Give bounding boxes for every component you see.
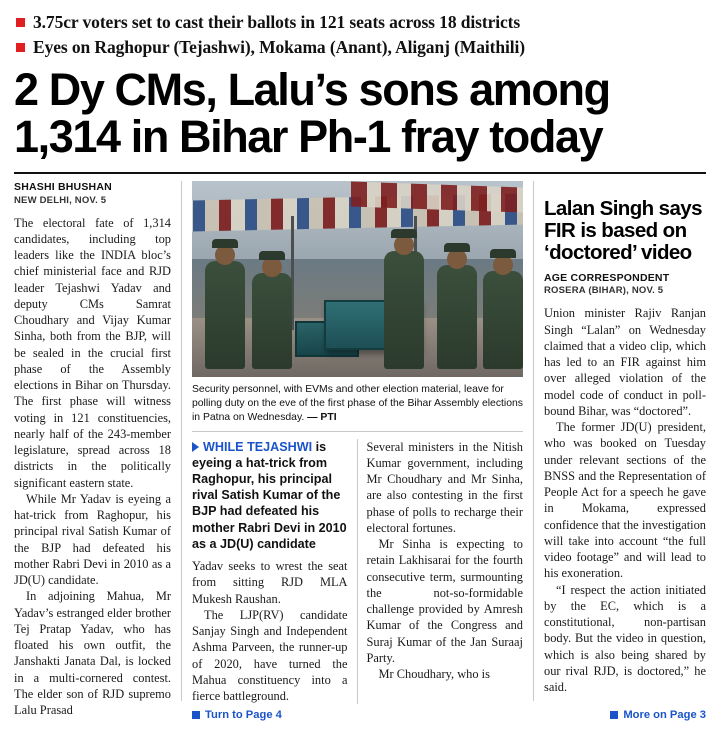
- byline-author: SHASHI BHUSHAN: [14, 181, 112, 194]
- jump-link-label: Turn to Page 4: [205, 709, 282, 721]
- column-photo-and-text: [182, 181, 534, 704]
- paragraph: Mr Choudhary, who is: [378, 667, 490, 682]
- pull-quote-rest: is eyeing a hat-trick from Raghopur, his principal rival Satish Kumar of the BJP had defeated his mother Rabri Devi in 2010 as a JD(U) candidate: [192, 439, 347, 551]
- jump-link-page-3[interactable]: [610, 709, 706, 721]
- kicker-text: 3.75cr voters set to cast their ballots in 121 seats across 18 districts: [33, 12, 521, 32]
- column-side-story: [534, 181, 706, 701]
- pull-quote: [192, 439, 348, 553]
- paragraph: Several ministers in the Nitish Kumar government, including Mr Choudhary and Mr Sinha, are also contesting in the first phase of polls to recharge their electoral fortunes.: [366, 439, 523, 535]
- caption-credit: — PTI: [307, 411, 337, 423]
- side-headline-line-1: Lalan Singh says: [544, 197, 702, 221]
- sub-left-text: [192, 558, 348, 704]
- headline-line-1: 2 Dy CMs, Lalu’s sons among: [14, 63, 610, 115]
- column-main-story: [14, 181, 182, 718]
- side-byline-dateline: ROSERA (BIHAR), NOV. 5: [544, 285, 664, 297]
- photo-security-person: [252, 273, 292, 369]
- photo-block: [192, 181, 523, 431]
- photo-security-person: [483, 271, 523, 369]
- sub-right-text: [367, 439, 524, 683]
- jump-link-page-4[interactable]: [192, 709, 382, 721]
- triangle-bullet-icon: [192, 442, 199, 452]
- paragraph: Mr Sinha is expecting to retain Lakhisarai for the fourth consecutive term, surmounting the not-so-formidable challenge provided by Amresh Kumar of the Congress and Suraj Kumar of the Jan Suraaj Party.: [366, 537, 523, 665]
- side-byline-author: AGE CORRESPONDENT: [544, 271, 670, 284]
- paragraph: The former JD(U) president, who was booked on Tuesday under relevant sections of the BNSS and the Representation of People Act for a speech he gave in Mokama, expressed confidence that the investigation will take into account “the full video footage” and will lead to his exoneration.: [544, 420, 706, 581]
- paragraph: The LJP(RV) candidate Sanjay Singh and Independent Ashma Parveen, the runner-up of 2020, have turned the Mahua constituency into a fierce battleground.: [192, 607, 348, 704]
- headline-divider: [14, 172, 706, 174]
- jump-link-label: More on Page 3: [623, 709, 706, 721]
- paragraph: Yadav seeks to wrest the seat from sitting RJD MLA Mukesh Raushan.: [192, 559, 348, 606]
- red-square-bullet-icon: [16, 43, 25, 52]
- kicker-text: Eyes on Raghopur (Tejashwi), Mokama (Anant), Aliganj (Maithili): [33, 36, 526, 57]
- photo-security-person: [384, 251, 424, 369]
- kicker-item: [16, 35, 706, 60]
- side-byline: [544, 272, 706, 298]
- byline-dateline: NEW DELHI, NOV. 5: [14, 194, 107, 206]
- kicker-list: [16, 10, 706, 60]
- paragraph: In adjoining Mahua, Mr Yadav’s estranged elder brother Tej Pratap Yadav, who has floated his own outfit, the Janshakti Janata Dal, is locked in a multi-cornered contest. The elder son of RJD supremo Lalu Prasad: [14, 589, 171, 718]
- side-headline-line-2: FIR is based on: [544, 218, 687, 242]
- side-story-title: [544, 198, 706, 264]
- photo-security-person: [205, 261, 245, 369]
- blue-square-bullet-icon: [192, 711, 200, 719]
- paragraph: Union minister Rajiv Ranjan Singh “Lalan” on Wednesday claimed that a video clip, which has led to an FIR against him over alleged violation of the model code of conduct in poll-bound Bihar, was “doctored”.: [544, 306, 706, 418]
- side-headline-line-3: ‘doctored’ video: [544, 240, 692, 264]
- sub-columns: [192, 439, 523, 705]
- pull-quote-lead: WHILE TEJASHWI: [203, 439, 313, 454]
- photo-pole: [291, 216, 294, 330]
- red-square-bullet-icon: [16, 18, 25, 27]
- kicker-item: [16, 10, 706, 35]
- sub-column-left: [192, 439, 358, 705]
- main-story-text: [14, 215, 171, 719]
- paragraph: While Mr Yadav is eyeing a hat-trick from Raghopur, his principal rival Satish Kumar of the BJP had defeated his mother Rabri Devi in 2010 as a JD(U) candidate.: [14, 491, 171, 588]
- blue-square-bullet-icon: [610, 711, 618, 719]
- side-story-text: [544, 305, 706, 695]
- jump-links: [14, 709, 706, 721]
- paragraph: “I respect the action initiated by the EC, which is a constitutional, non-partisan body. But the video in question, which is also being shared by our rival RJD, is doctored,” he said.: [544, 582, 706, 695]
- photo-caption: [192, 383, 523, 431]
- page-title: [14, 63, 706, 163]
- sub-column-right: [358, 439, 524, 705]
- paragraph: The electoral fate of 1,314 candidates, including top leaders like the INDIA bloc’s chief ministerial face and RJD leader Tejashwi Yadav and deputy CMs Samrat Choudhary and Vijay Kumar Sinha, both from the BJP, will be sealed in the crucial first phase of the Assembly elections in Bihar on Thursday. The first phase will witness voting in 121 constituencies, nearly half of the 243-member legislature, spread across 18 districts in the politically significant eastern state.: [14, 215, 171, 490]
- byline: [14, 181, 171, 207]
- caption-text: Security personnel, with EVMs and other election material, leave for polling duty on the eve of the first phase of the Bihar Assembly elections in Patna on Wednesday.: [192, 384, 523, 423]
- headline-line-2: 1,314 in Bihar Ph-1 fray today: [14, 111, 603, 163]
- photo-security-person: [437, 265, 477, 369]
- news-photo: [192, 181, 523, 377]
